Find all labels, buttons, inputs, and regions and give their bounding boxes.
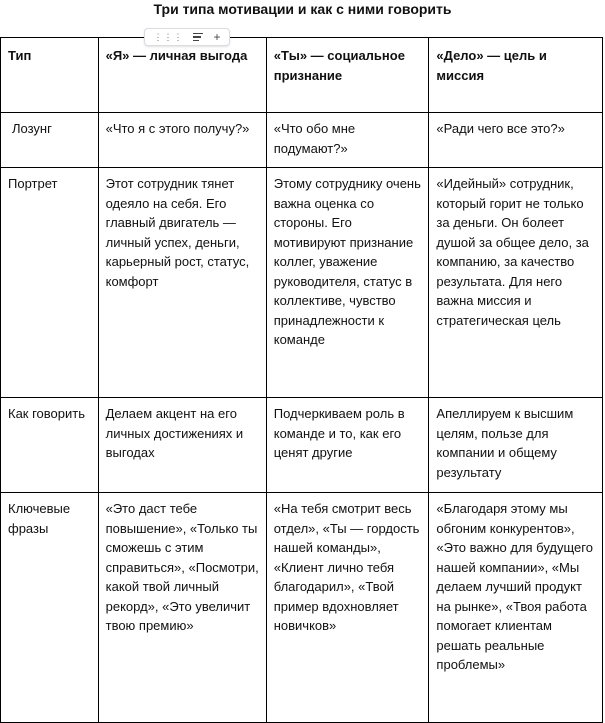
table-cell[interactable]: «Что обо мне подумают?» xyxy=(266,113,429,168)
table-cell[interactable]: «Ради чего все это?» xyxy=(429,113,603,168)
table-header-row xyxy=(1,38,603,113)
align-icon[interactable] xyxy=(193,33,203,42)
table-cell[interactable]: Этому сотруднику очень важна оценка со стороны. Его мотивируют признание коллег, уважение руководителя, статус в коллективе, чувство принадлежности к команде xyxy=(266,168,429,398)
table-row xyxy=(1,493,603,723)
table-toolbar[interactable] xyxy=(144,28,230,46)
table-cell[interactable]: «Идейный» сотрудник, который горит не только за деньги. Он болеет душой за общее дело, за компанию, за качество результата. Для него важна миссия и стратегическая цель xyxy=(429,168,603,398)
motivation-table xyxy=(0,37,603,723)
header-cell[interactable]: «Я» — личная выгода xyxy=(98,38,266,113)
header-cell[interactable]: Тип xyxy=(1,38,99,113)
table-row xyxy=(1,398,603,493)
drag-handle-icon[interactable]: ⋮⋮⋮ xyxy=(153,32,184,42)
add-icon[interactable]: + xyxy=(213,30,221,44)
row-label[interactable]: Портрет xyxy=(1,168,99,398)
table-cell[interactable]: «Это даст тебе повышение», «Только ты сможешь с этим справиться», «Посмотри, какой твой личный рекорд», «Это увеличит твою премию» xyxy=(98,493,266,723)
header-cell[interactable]: «Дело» — цель и миссия xyxy=(429,38,603,113)
row-label[interactable]: Как говорить xyxy=(1,398,99,493)
table-cell[interactable]: Подчеркиваем роль в команде и то, как его ценят другие xyxy=(266,398,429,493)
table-row xyxy=(1,168,603,398)
table-row xyxy=(1,113,603,168)
row-label[interactable]: Ключевые фразы xyxy=(1,493,99,723)
header-cell[interactable]: «Ты» — социальное признание xyxy=(266,38,429,113)
table-cell[interactable]: «На тебя смотрит весь отдел», «Ты — гордость нашей команды», «Клиент лично тебя благодарил», «Твой пример вдохновляет новичков» xyxy=(266,493,429,723)
table-cell[interactable]: Этот сотрудник тянет одеяло на себя. Его главный двигатель — личный успех, деньги, карьерный рост, статус, комфорт xyxy=(98,168,266,398)
row-label[interactable]: Лозунг xyxy=(1,113,99,168)
table-cell[interactable]: Апеллируем к высшим целям, пользе для компании и общему результату xyxy=(429,398,603,493)
page-title: Три типа мотивации и как с ними говорить xyxy=(153,1,452,17)
table-cell[interactable]: «Что я с этого получу?» xyxy=(98,113,266,168)
table-cell[interactable]: Делаем акцент на его личных достижениях и выгодах xyxy=(98,398,266,493)
table-cell[interactable]: «Благодаря этому мы обгоним конкурентов», «Это важно для будущего нашей компании», «Мы делаем лучший продукт на рынке», «Твоя работа помогает клиентам решать реальные проблемы» xyxy=(429,493,603,723)
